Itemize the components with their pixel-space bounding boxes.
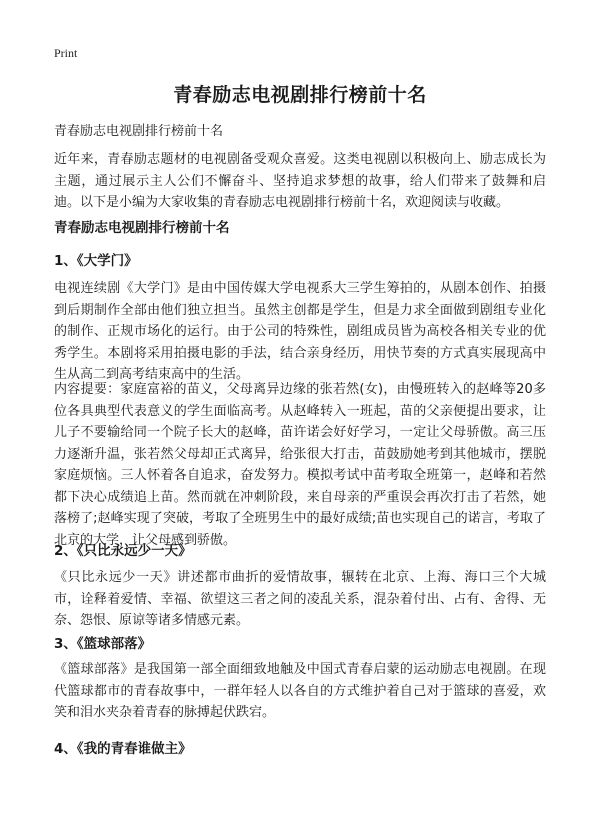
- page-title: 青春励志电视剧排行榜前十名: [173, 84, 427, 106]
- intro-paragraph: 近年来，青春励志题材的电视剧备受观众喜爱。这类电视剧以积极向上、励志成长为主题，通过展示主人公们不懈奋斗、坚持追求梦想的故事，给人们带来了鼓舞和启迪。以下是小编为大家收集的青春励志电视剧排行榜前十名，欢迎阅读与收藏。: [54, 152, 546, 210]
- section-heading: 青春励志电视剧排行榜前十名: [54, 220, 230, 236]
- item-1-paragraph-2: 内容提要：家庭富裕的苗义，父母离异边缘的张若然(女)，由慢班转入的赵峰等20多位各具典型代表意义的学生面临高考。从赵峰转入一班起，苗的父亲便提出要求，让儿子不要输给同一个院子长大的赵峰，苗许诺会好好学习，一定让父母骄傲。高三压力逐渐升温，张若然父母却正式离异，给张很大打击，苗鼓励她考到其他城市，摆脱家庭烦恼。三人怀着各自追求，奋发努力。模拟考试中苗考取全班第一，赵峰和若然都下决心成绩追上苗。然而就在冲刺阶段，来自母亲的严重误会再次打击了若然，她落榜了;赵峰实现了突破，考取了全班男生中的最好成绩;苗也实现自己的诺言，考取了北京的大学，让父母感到骄傲。: [54, 382, 546, 548]
- page-subtitle: 青春励志电视剧排行榜前十名: [54, 124, 224, 139]
- item-1-paragraph-1: 电视连续剧《大学门》是由中国传媒大学电视系大三学生筹拍的，从剧本创作、拍摄到后期制作全部由他们独立担当。虽然主创都是学生，但是力求全面做到剧组专业化的制作、正规市场化的运行。由于公司的特殊性，剧组成员皆为高校各相关专业的优秀学生。本剧将采用拍摄电影的手法，结合亲身经历，用快节奏的方式真实展现高中生从高二到高考结束高中的生活。: [54, 281, 546, 382]
- item-1-heading: 1、《大学门》: [54, 253, 138, 269]
- item-2-heading: 2、《只比永远少一天》: [54, 543, 192, 559]
- item-4-heading: 4、《我的青春谁做主》: [54, 741, 192, 757]
- print-label[interactable]: Print: [54, 46, 78, 60]
- item-3-heading: 3、《篮球部落》: [54, 636, 152, 652]
- item-2-paragraph-1: 《只比永远少一天》讲述都市曲折的爱情故事，辗转在北京、上海、海口三个大城市，诠释着爱情、幸福、欲望这三者之间的凌乱关系，混杂着付出、占有、舍得、无奈、怨恨、原谅等诸多情感元素。: [54, 570, 546, 628]
- item-3-paragraph-1: 《篮球部落》是我国第一部全面细致地触及中国式青春启蒙的运动励志电视剧。在现代篮球都市的青春故事中，一群年轻人以各自的方式维护着自己对于篮球的喜爱，欢笑和泪水夹杂着青春的脉搏起伏跌宕。: [54, 662, 546, 720]
